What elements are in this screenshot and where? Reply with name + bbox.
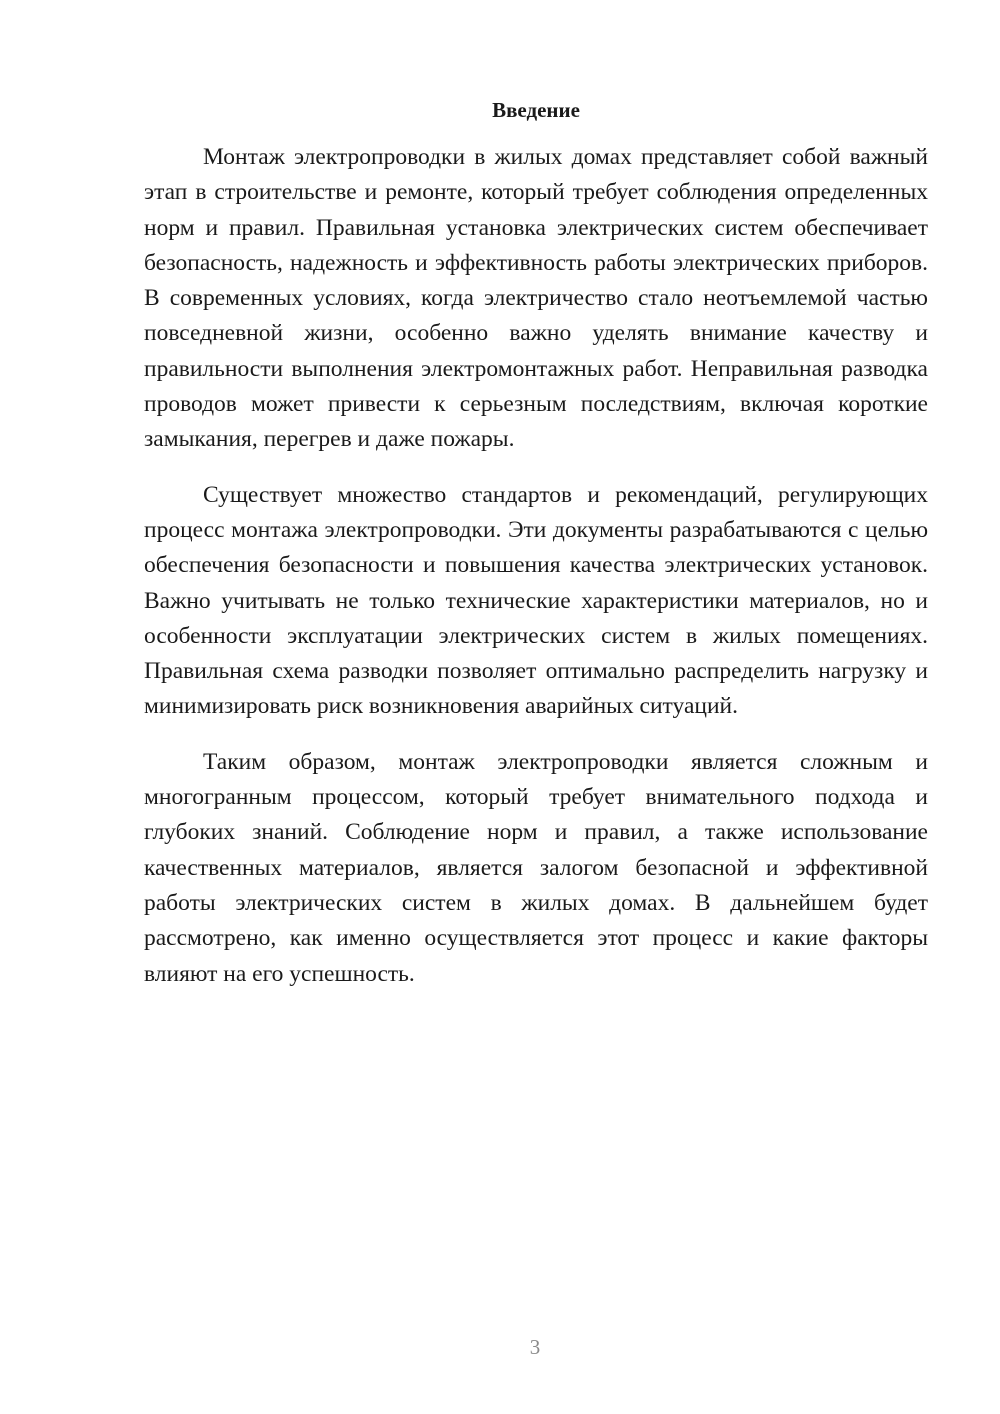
- paragraph-2: Существует множество стандартов и рекомендаций, регулирующих процесс монтажа электропроводки. Эти документы разрабатываются с целью обеспечения безопасности и повышения качества электрических установок. Важно учитывать не только технические характеристики материалов, но и особенности эксплуатации электрических систем в жилых помещениях. Правильная схема разводки позволяет оптимально распределить нагрузку и минимизировать риск возникновения аварийных ситуаций.: [144, 481, 928, 720]
- paragraph-1: Монтаж электропроводки в жилых домах представляет собой важный этап в строительстве и ремонте, который требует соблюдения определенных норм и правил. Правильная установка электрических систем обеспечивает безопасность, надежность и эффективность работы электрических приборов. В современных условиях, когда электричество стало неотъемлемой частью повседневной жизни, особенно важно уделять внимание качеству и правильности выполнения электромонтажных работ. Неправильная разводка проводов может привести к серьезным последствиям, включая короткие замыкания, перегрев и даже пожары.: [144, 144, 928, 453]
- section-heading: Введение: [492, 98, 580, 122]
- page-number: 3: [529, 1335, 541, 1359]
- paragraph-3: Таким образом, монтаж электропроводки является сложным и многогранным процессом, который требует внимательного подхода и глубоких знаний. Соблюдение норм и правил, а также использование качественных материалов, является залогом безопасной и эффективной работы электрических систем в жилых домах. В дальнейшем будет рассмотрено, как именно осуществляется этот процесс и какие факторы влияют на его успешность.: [144, 748, 928, 987]
- page-content: [144, 94, 928, 992]
